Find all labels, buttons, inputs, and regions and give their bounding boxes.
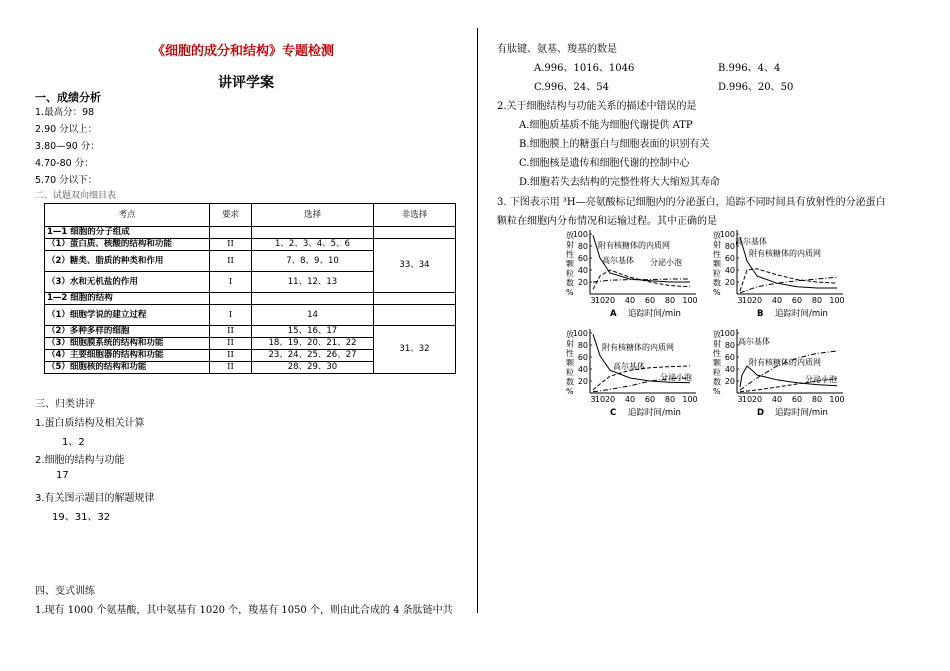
column-divider (477, 28, 478, 613)
y-tick-label: 60 (577, 353, 588, 362)
topic-cell: （4）主要细胞器的结构和功能 (45, 350, 210, 362)
x-tick-label: 20 (604, 296, 616, 305)
x-tick-label: 60 (644, 395, 656, 404)
chart-c (558, 325, 708, 421)
y-tick-label: 80 (577, 242, 588, 251)
x-tick-label: 20 (604, 395, 616, 404)
requirement-cell: I (210, 305, 252, 326)
x-tick-label: 60 (791, 296, 803, 305)
category-title: 1.蛋白质结构及相关计算 (35, 418, 145, 429)
x-tick-label: 100 (829, 395, 845, 404)
table-row (45, 305, 456, 326)
option-a: A.细胞质基质不能为细胞代谢提供 ATP (519, 120, 693, 131)
chart-letter: C (610, 408, 617, 418)
option-a: A.996、1016、1046 (534, 63, 635, 74)
requirement-cell: II (210, 338, 252, 350)
y-tick-label: 20 (577, 278, 588, 287)
stat-line: 1.最高分：98 (35, 107, 95, 118)
x-tick-label: 3 (590, 395, 596, 404)
category-items: 17 (56, 470, 69, 481)
option-d: D.996、20、50 (718, 82, 794, 93)
chart-b (705, 226, 855, 322)
x-tick-label: 10 (741, 296, 753, 305)
y-tick-label: 40 (577, 266, 588, 275)
category-items: 1、2 (62, 437, 85, 448)
series-line (740, 351, 837, 390)
stat-line: 2.90 分以上： (35, 124, 98, 135)
y-tick-label: 40 (724, 365, 735, 374)
chart-letter: A (610, 309, 617, 319)
x-tick-label: 20 (751, 395, 763, 404)
x-tick-label: 100 (682, 296, 698, 305)
x-tick-label: 3 (737, 296, 743, 305)
x-tick-label: 100 (682, 395, 698, 404)
choice-cell: 28、29、30 (252, 362, 374, 374)
category-title: 3.有关图示题目的解题规律 (35, 493, 155, 504)
x-tick-label: 10 (741, 395, 753, 404)
x-axis-label: 追踪时间/min (628, 309, 681, 319)
choice-cell: 7、8、9、10 (252, 251, 374, 272)
chart-a (558, 226, 708, 322)
choice-cell: 1、2、3、4、5、6 (252, 239, 374, 251)
x-tick-label: 60 (644, 296, 656, 305)
question-3-stem-continued: 颗粒在细胞内分布情况和运输过程。其中正确的是 (497, 216, 717, 227)
y-tick-label: 20 (724, 377, 735, 386)
topic-cell: （3）细胞膜系统的结构和功能 (45, 338, 210, 350)
unit-heading: 1—1 细胞的分子组成 (45, 227, 210, 239)
topic-cell: （2）糖类、脂质的种类和作用 (45, 251, 210, 272)
series-label: 高尔基体 (602, 256, 634, 265)
y-tick-label: 80 (724, 341, 735, 350)
stat-line: 4.70-80 分： (35, 158, 94, 169)
topic-cell: （1）蛋白质、核酸的结构和功能 (45, 239, 210, 251)
requirement-cell: I (210, 272, 252, 293)
y-tick-label: 20 (724, 278, 735, 287)
document-title: 《细胞的成分和结构》专题检测 (152, 44, 335, 59)
stat-line: 3.80—90 分： (35, 141, 100, 152)
table-row (45, 239, 456, 251)
topic-cell: （1）细胞学说的建立过程 (45, 305, 210, 326)
nonchoice-cell: 33、34 (374, 239, 456, 293)
series-label: 分泌小泡 (650, 258, 682, 267)
x-tick-label: 20 (751, 296, 763, 305)
header-choice: 选择 (252, 204, 374, 227)
x-axis-label: 追踪时间/min (775, 408, 828, 418)
requirement-cell: II (210, 251, 252, 272)
requirement-cell: II (210, 362, 252, 374)
topic-cell: （3）水和无机盐的作用 (45, 272, 210, 293)
y-tick-label: 60 (724, 254, 735, 263)
y-tick-label: 40 (724, 266, 735, 275)
y-tick-label: 80 (724, 242, 735, 251)
x-axis-label: 追踪时间/min (775, 309, 828, 319)
question-1-continuation: 有肽键、氨基、羧基的数是 (497, 44, 617, 55)
x-axis-label: 追踪时间/min (628, 408, 681, 418)
unit-heading: 1—2 细胞的结构 (45, 293, 210, 305)
question-2-stem: 2.关于细胞结构与功能关系的描述中错误的是 (497, 101, 697, 112)
question-1-stem: 1.现有 1000 个氨基酸，其中氨基有 1020 个，羧基有 1050 个，则由此合成的 4 条肽链中共 (35, 605, 453, 616)
x-tick-label: 40 (771, 395, 783, 404)
choice-cell: 14 (252, 305, 374, 326)
y-axis-label: 放射性颗粒数% (713, 330, 721, 396)
x-tick-label: 80 (811, 395, 823, 404)
y-axis-label: 放射性颗粒数% (566, 231, 574, 297)
chart-letter: D (757, 408, 765, 418)
option-b: B.细胞膜上的糖蛋白与细胞表面的识别有关 (519, 139, 710, 150)
series-label: 高尔基体 (735, 237, 767, 246)
choice-cell: 15、16、17 (252, 326, 374, 338)
table-row (45, 293, 456, 305)
section-score-analysis: 一、成绩分析 (35, 91, 101, 104)
requirement-cell: II (210, 239, 252, 251)
table-row (45, 326, 456, 338)
x-tick-label: 40 (624, 296, 636, 305)
y-tick-label: 40 (577, 365, 588, 374)
x-tick-label: 80 (811, 296, 823, 305)
series-label: 高尔基体 (613, 362, 645, 371)
requirement-cell: II (210, 326, 252, 338)
x-tick-label: 100 (829, 296, 845, 305)
option-c: C.细胞核是遗传和细胞代谢的控制中心 (519, 158, 690, 169)
topic-cell: （5）细胞核的结构和功能 (45, 362, 210, 374)
y-tick-label: 100 (572, 329, 588, 338)
table-header-row (45, 204, 456, 227)
x-tick-label: 40 (771, 296, 783, 305)
y-tick-label: 100 (719, 329, 735, 338)
chart-letter: B (757, 309, 764, 319)
y-tick-label: 60 (724, 353, 735, 362)
y-tick-label: 60 (577, 254, 588, 263)
x-tick-label: 3 (737, 395, 743, 404)
choice-cell: 11、12、13 (252, 272, 374, 293)
y-tick-label: 100 (719, 230, 735, 239)
series-label: 附有核糖体的内质网 (598, 241, 670, 250)
requirement-cell: II (210, 350, 252, 362)
option-b: B.996、4、4 (718, 63, 781, 74)
x-tick-label: 80 (664, 395, 676, 404)
series-label: 分泌小泡 (805, 375, 837, 384)
question-3-stem: 3. 下图表示用 ³H—亮氨酸标记细胞内的分泌蛋白，追踪不同时间具有放射性的分泌蛋白 (497, 197, 886, 208)
x-tick-label: 80 (664, 296, 676, 305)
x-tick-label: 10 (594, 296, 606, 305)
series-label: 附有核糖体的内质网 (749, 249, 821, 258)
option-c: C.996、24、54 (534, 82, 610, 93)
series-label: 附有核糖体的内质网 (749, 358, 821, 367)
y-axis-label: 放射性颗粒数% (566, 330, 574, 396)
section-category-review: 三、归类讲评 (35, 399, 95, 410)
nonchoice-cell: 31、32 (374, 326, 456, 374)
y-axis-label: 放射性颗粒数% (713, 231, 721, 297)
topic-cell: （2）多种多样的细胞 (45, 326, 210, 338)
category-items: 19、31、32 (52, 512, 111, 523)
choice-cell: 18、19、20、21、22 (252, 338, 374, 350)
stat-line: 5.70 分以下： (35, 175, 98, 186)
document-subtitle: 讲评学案 (218, 75, 274, 91)
y-tick-label: 80 (577, 341, 588, 350)
series-label: 分泌小泡 (660, 373, 692, 382)
header-nonchoice: 非选择 (374, 204, 456, 227)
category-title: 2.细胞的结构与功能 (35, 455, 125, 466)
section-spec-table: 二、试题双向细目表 (35, 191, 117, 201)
chart-d (705, 325, 855, 421)
x-tick-label: 10 (594, 395, 606, 404)
section-variant-training: 四、变式训练 (35, 586, 95, 597)
y-tick-label: 20 (577, 377, 588, 386)
header-topic: 考点 (45, 204, 210, 227)
header-requirement: 要求 (210, 204, 252, 227)
spec-table (44, 203, 456, 374)
table-row (45, 227, 456, 239)
x-tick-label: 3 (590, 296, 596, 305)
x-tick-label: 40 (624, 395, 636, 404)
option-d: D.细胞若失去结构的完整性将大大缩短其寿命 (519, 177, 720, 188)
series-label: 高尔基体 (738, 337, 770, 346)
choice-cell: 23、24、25、26、27 (252, 350, 374, 362)
y-tick-label: 100 (572, 230, 588, 239)
x-tick-label: 60 (791, 395, 803, 404)
series-label: 附有核糖体的内质网 (602, 343, 674, 352)
